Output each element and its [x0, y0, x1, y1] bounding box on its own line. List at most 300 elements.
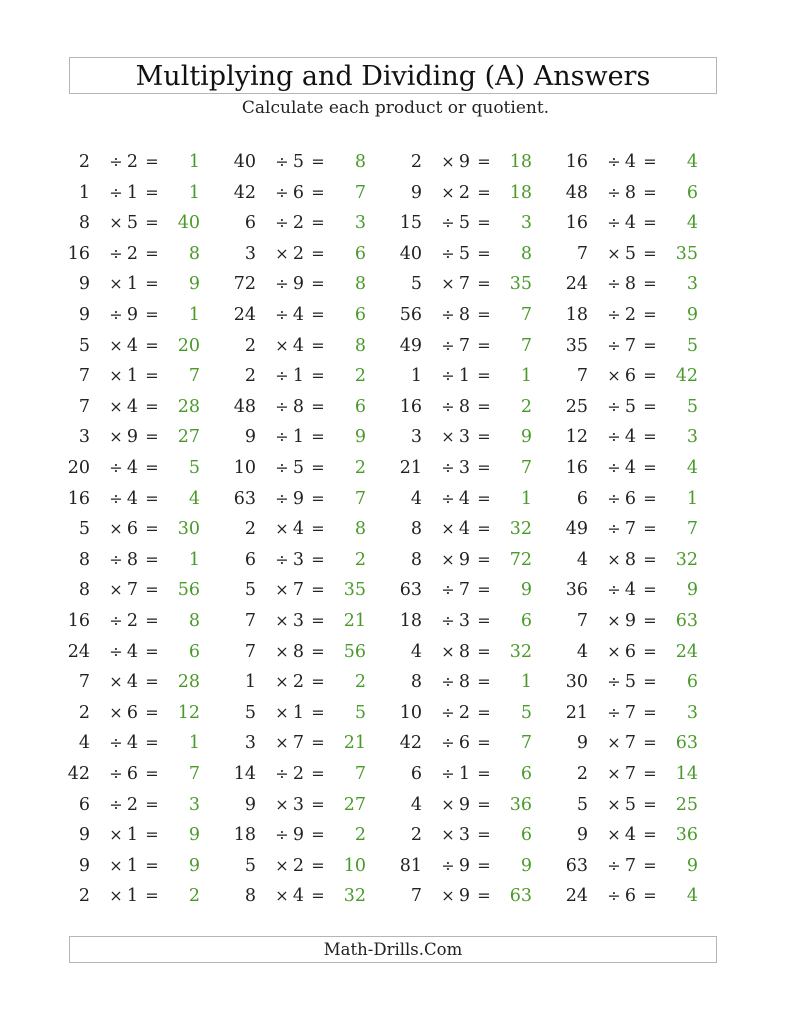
operator: ÷: [109, 458, 123, 477]
operand-a: 7: [78, 396, 90, 417]
answer: 5: [354, 702, 366, 723]
operand-b: 5: [624, 672, 636, 693]
operand-b: 6: [624, 488, 636, 509]
operator: ÷: [275, 825, 289, 845]
operand-b: 2: [624, 305, 636, 325]
answer: 27: [177, 427, 200, 448]
operand-a: 4: [410, 641, 422, 662]
operand-a: 18: [233, 825, 256, 846]
operand-b: 8: [292, 641, 304, 662]
equals-sign: =: [145, 855, 159, 875]
operand-a: 49: [565, 519, 588, 540]
operator: ÷: [275, 427, 289, 447]
title-box: [69, 57, 717, 94]
equals-sign: =: [477, 794, 491, 814]
operand-a: 63: [565, 855, 588, 876]
operand-b: 2: [126, 152, 138, 172]
answer: 9: [686, 580, 698, 601]
operator: ×: [441, 182, 455, 202]
operand-b: 4: [624, 825, 636, 846]
operand-a: 2: [410, 825, 422, 846]
problem-row: [0, 545, 791, 575]
operator: ×: [607, 611, 621, 630]
operator: ×: [275, 641, 289, 661]
operand-b: 5: [624, 794, 636, 815]
operand-a: 18: [399, 611, 422, 631]
equals-sign: =: [145, 794, 159, 814]
operand-a: 35: [565, 335, 588, 356]
equals-sign: =: [145, 274, 159, 294]
operand-b: 2: [126, 794, 138, 815]
operand-a: 1: [78, 182, 90, 203]
equals-sign: =: [643, 611, 657, 630]
operator: ÷: [275, 213, 289, 233]
equals-sign: =: [643, 580, 657, 600]
operand-b: 1: [458, 366, 470, 387]
operand-a: 16: [565, 458, 588, 478]
operand-b: 1: [292, 366, 304, 387]
equals-sign: =: [311, 213, 325, 233]
operator: ×: [607, 794, 621, 814]
operand-a: 5: [244, 702, 256, 723]
equals-sign: =: [145, 152, 159, 171]
operator: ÷: [607, 855, 621, 875]
equals-sign: =: [643, 335, 657, 355]
problem-row: [0, 575, 791, 605]
operator: ÷: [275, 274, 289, 294]
operand-b: 3: [458, 611, 470, 631]
operand-b: 2: [292, 213, 304, 234]
operand-b: 4: [126, 488, 138, 509]
operator: ÷: [109, 641, 123, 661]
operator: ×: [109, 366, 123, 386]
operand-b: 4: [126, 733, 138, 754]
operand-b: 7: [624, 335, 636, 356]
answer: 8: [354, 519, 366, 540]
answer: 9: [188, 274, 200, 295]
equals-sign: =: [643, 152, 657, 171]
answer: 63: [675, 733, 698, 754]
answer: 9: [188, 855, 200, 876]
equals-sign: =: [311, 427, 325, 447]
equals-sign: =: [311, 274, 325, 294]
operator: ×: [441, 519, 455, 539]
operand-b: 9: [458, 549, 470, 570]
operator: ×: [275, 672, 289, 692]
operator: ×: [109, 213, 123, 233]
operator: ÷: [607, 274, 621, 294]
answer: 2: [354, 825, 366, 846]
answer: 9: [686, 855, 698, 876]
problem-row: [0, 820, 791, 850]
answer: 8: [520, 243, 532, 264]
operator: ×: [109, 519, 123, 539]
operand-a: 25: [565, 396, 588, 417]
operator: ÷: [441, 335, 455, 355]
operand-a: 6: [78, 794, 90, 815]
operand-a: 9: [78, 855, 90, 876]
equals-sign: =: [311, 366, 325, 386]
answer: 3: [354, 213, 366, 234]
operand-b: 4: [292, 305, 304, 325]
operand-b: 7: [624, 855, 636, 876]
operand-a: 2: [78, 886, 90, 907]
equals-sign: =: [311, 458, 325, 477]
answer: 2: [520, 396, 532, 417]
operator: ×: [275, 702, 289, 722]
problem-row: [0, 728, 791, 758]
answer: 1: [188, 182, 200, 203]
operand-b: 3: [458, 825, 470, 846]
equals-sign: =: [477, 764, 491, 783]
problem-row: [0, 851, 791, 881]
equals-sign: =: [477, 305, 491, 324]
operand-a: 7: [410, 886, 422, 907]
operand-a: 72: [233, 274, 256, 295]
operator: ÷: [607, 182, 621, 202]
problem-row: [0, 239, 791, 269]
operator: ×: [275, 243, 289, 263]
equals-sign: =: [477, 396, 491, 416]
equals-sign: =: [477, 580, 491, 600]
answer: 3: [188, 794, 200, 815]
operand-a: 5: [78, 335, 90, 356]
answer: 63: [675, 611, 698, 631]
operand-a: 4: [78, 733, 90, 754]
answer: 4: [686, 886, 698, 907]
operand-b: 8: [624, 274, 636, 295]
operator: ÷: [109, 764, 123, 783]
answer: 2: [354, 366, 366, 387]
operand-b: 2: [292, 855, 304, 876]
problem-row: [0, 667, 791, 697]
operator: ×: [109, 335, 123, 355]
operand-b: 1: [126, 366, 138, 387]
answer: 8: [188, 243, 200, 264]
operand-a: 30: [565, 672, 588, 693]
answer: 30: [177, 519, 200, 540]
equals-sign: =: [145, 305, 159, 324]
operand-b: 6: [624, 366, 636, 387]
equals-sign: =: [477, 182, 491, 202]
equals-sign: =: [311, 580, 325, 600]
equals-sign: =: [311, 243, 325, 263]
problem-row: [0, 178, 791, 208]
equals-sign: =: [311, 825, 325, 845]
answer: 35: [343, 580, 366, 601]
answer: 1: [520, 488, 532, 509]
operand-a: 56: [399, 305, 422, 325]
operator: ÷: [607, 519, 621, 539]
equals-sign: =: [643, 672, 657, 692]
equals-sign: =: [145, 182, 159, 202]
operand-b: 6: [624, 641, 636, 662]
answer: 1: [188, 549, 200, 570]
answer: 14: [675, 764, 698, 784]
answer: 1: [686, 488, 698, 509]
operand-a: 81: [399, 855, 422, 876]
operand-a: 2: [244, 366, 256, 387]
operand-a: 7: [244, 611, 256, 631]
equals-sign: =: [477, 672, 491, 692]
equals-sign: =: [311, 855, 325, 875]
operator: ÷: [607, 335, 621, 355]
answer: 1: [188, 152, 200, 172]
footer-box: [69, 936, 717, 963]
equals-sign: =: [643, 213, 657, 233]
equals-sign: =: [311, 764, 325, 783]
equals-sign: =: [145, 825, 159, 845]
operand-a: 36: [565, 580, 588, 601]
operand-b: 9: [292, 274, 304, 295]
answer: 6: [354, 243, 366, 264]
operator: ÷: [275, 549, 289, 569]
answer: 32: [509, 519, 532, 540]
equals-sign: =: [311, 305, 325, 324]
operand-b: 2: [126, 611, 138, 631]
answer: 21: [343, 733, 366, 754]
operator: ÷: [109, 549, 123, 569]
equals-sign: =: [643, 641, 657, 661]
equals-sign: =: [643, 702, 657, 722]
operator: ×: [109, 825, 123, 845]
operand-b: 4: [624, 458, 636, 478]
problem-row: [0, 759, 791, 789]
operand-b: 5: [624, 243, 636, 264]
operand-a: 3: [410, 427, 422, 448]
operand-b: 7: [624, 519, 636, 540]
operator: ×: [275, 611, 289, 630]
operand-a: 48: [233, 396, 256, 417]
operand-a: 12: [565, 427, 588, 448]
operand-b: 3: [292, 611, 304, 631]
operand-a: 5: [410, 274, 422, 295]
operand-b: 3: [458, 458, 470, 478]
operand-b: 4: [126, 641, 138, 662]
operand-b: 4: [126, 458, 138, 478]
equals-sign: =: [311, 733, 325, 753]
equals-sign: =: [477, 366, 491, 386]
equals-sign: =: [145, 213, 159, 233]
operator: ÷: [275, 152, 289, 171]
operand-a: 42: [399, 733, 422, 754]
operator: ×: [109, 580, 123, 600]
operator: ×: [607, 366, 621, 386]
operator: ÷: [607, 305, 621, 324]
operator: ×: [275, 335, 289, 355]
footer-site: Math-Drills.Com: [323, 940, 463, 959]
operand-b: 4: [458, 519, 470, 540]
operand-b: 2: [292, 672, 304, 693]
answer: 4: [686, 152, 698, 172]
operand-a: 9: [576, 733, 588, 754]
operand-b: 8: [126, 549, 138, 570]
operand-b: 1: [126, 182, 138, 203]
answer: 7: [520, 458, 532, 478]
answer: 7: [354, 182, 366, 203]
operator: ×: [441, 886, 455, 906]
operand-b: 5: [292, 152, 304, 172]
equals-sign: =: [145, 519, 159, 539]
operand-b: 7: [292, 733, 304, 754]
operator: ×: [441, 549, 455, 569]
problem-row: [0, 361, 791, 391]
answer: 27: [343, 794, 366, 815]
equals-sign: =: [145, 458, 159, 477]
equals-sign: =: [145, 427, 159, 447]
operand-a: 2: [244, 519, 256, 540]
answer: 32: [675, 549, 698, 570]
answer: 5: [188, 458, 200, 478]
equals-sign: =: [477, 825, 491, 845]
operand-b: 1: [292, 702, 304, 723]
operand-a: 63: [399, 580, 422, 601]
answer: 25: [675, 794, 698, 815]
operand-b: 9: [458, 886, 470, 907]
operator: ×: [109, 886, 123, 906]
problem-row: [0, 484, 791, 514]
operand-b: 6: [126, 764, 138, 784]
operand-b: 8: [292, 396, 304, 417]
equals-sign: =: [477, 243, 491, 263]
operator: ÷: [441, 702, 455, 722]
operator: ×: [109, 274, 123, 294]
operator: ÷: [441, 458, 455, 477]
operator: ÷: [275, 488, 289, 508]
answer: 8: [354, 274, 366, 295]
answer: 6: [520, 764, 532, 784]
operand-a: 7: [576, 611, 588, 631]
equals-sign: =: [643, 488, 657, 508]
answer: 9: [520, 427, 532, 448]
answer: 9: [354, 427, 366, 448]
problem-row: [0, 208, 791, 238]
operator: ÷: [441, 611, 455, 630]
equals-sign: =: [311, 641, 325, 661]
operand-a: 2: [576, 764, 588, 784]
operand-b: 6: [126, 702, 138, 723]
operand-a: 4: [576, 641, 588, 662]
operand-b: 8: [458, 672, 470, 693]
equals-sign: =: [643, 305, 657, 324]
operand-b: 9: [292, 488, 304, 509]
answer: 8: [188, 611, 200, 631]
operand-b: 9: [126, 305, 138, 325]
operand-b: 5: [458, 213, 470, 234]
operand-b: 2: [292, 764, 304, 784]
operand-a: 5: [244, 855, 256, 876]
equals-sign: =: [145, 611, 159, 630]
equals-sign: =: [145, 641, 159, 661]
operator: ÷: [441, 213, 455, 233]
operand-a: 49: [399, 335, 422, 356]
equals-sign: =: [145, 243, 159, 263]
operand-a: 4: [410, 794, 422, 815]
operand-a: 16: [67, 611, 90, 631]
answer: 3: [686, 702, 698, 723]
answer: 56: [343, 641, 366, 662]
operand-a: 1: [244, 672, 256, 693]
answer: 3: [686, 274, 698, 295]
operator: ÷: [441, 672, 455, 692]
operand-a: 2: [244, 335, 256, 356]
equals-sign: =: [477, 886, 491, 906]
operator: ×: [607, 641, 621, 661]
operator: ×: [441, 427, 455, 447]
operand-a: 9: [78, 274, 90, 295]
equals-sign: =: [643, 733, 657, 753]
operand-b: 8: [458, 305, 470, 325]
operand-b: 4: [292, 886, 304, 907]
problem-row: [0, 637, 791, 667]
equals-sign: =: [145, 733, 159, 753]
operand-b: 9: [458, 152, 470, 172]
problem-row: [0, 300, 791, 330]
operator: ×: [109, 672, 123, 692]
operator: ÷: [109, 182, 123, 202]
answer: 18: [509, 152, 532, 172]
operand-b: 3: [292, 794, 304, 815]
answer: 42: [675, 366, 698, 387]
equals-sign: =: [477, 335, 491, 355]
operand-a: 3: [78, 427, 90, 448]
answer: 28: [177, 396, 200, 417]
operand-a: 9: [78, 305, 90, 325]
equals-sign: =: [145, 580, 159, 600]
answer: 35: [509, 274, 532, 295]
equals-sign: =: [145, 488, 159, 508]
operand-b: 6: [126, 519, 138, 540]
operand-a: 9: [78, 825, 90, 846]
equals-sign: =: [477, 611, 491, 630]
operand-a: 4: [410, 488, 422, 509]
answer: 8: [354, 152, 366, 172]
problem-row: [0, 790, 791, 820]
operator: ÷: [441, 305, 455, 324]
operator: ×: [109, 855, 123, 875]
operand-b: 1: [458, 764, 470, 784]
operand-a: 8: [244, 886, 256, 907]
problem-row: [0, 269, 791, 299]
operand-a: 24: [565, 886, 588, 907]
answer: 1: [188, 305, 200, 325]
equals-sign: =: [311, 611, 325, 630]
operand-a: 63: [233, 488, 256, 509]
answer: 2: [188, 886, 200, 907]
operand-b: 4: [126, 396, 138, 417]
answer: 1: [188, 733, 200, 754]
operand-a: 48: [565, 182, 588, 203]
operand-a: 3: [244, 733, 256, 754]
equals-sign: =: [311, 335, 325, 355]
operand-b: 1: [126, 274, 138, 295]
page-title: Multiplying and Dividing (A) Answers: [135, 61, 651, 92]
operator: ×: [441, 794, 455, 814]
equals-sign: =: [145, 886, 159, 906]
answer: 18: [509, 182, 532, 203]
equals-sign: =: [311, 672, 325, 692]
operand-b: 8: [458, 396, 470, 417]
problem-row: [0, 147, 791, 177]
operator: ÷: [607, 672, 621, 692]
operand-a: 9: [244, 794, 256, 815]
equals-sign: =: [145, 396, 159, 416]
operand-a: 7: [78, 672, 90, 693]
answer: 6: [520, 825, 532, 846]
operand-a: 7: [576, 366, 588, 387]
operand-a: 9: [576, 825, 588, 846]
operand-a: 8: [78, 549, 90, 570]
